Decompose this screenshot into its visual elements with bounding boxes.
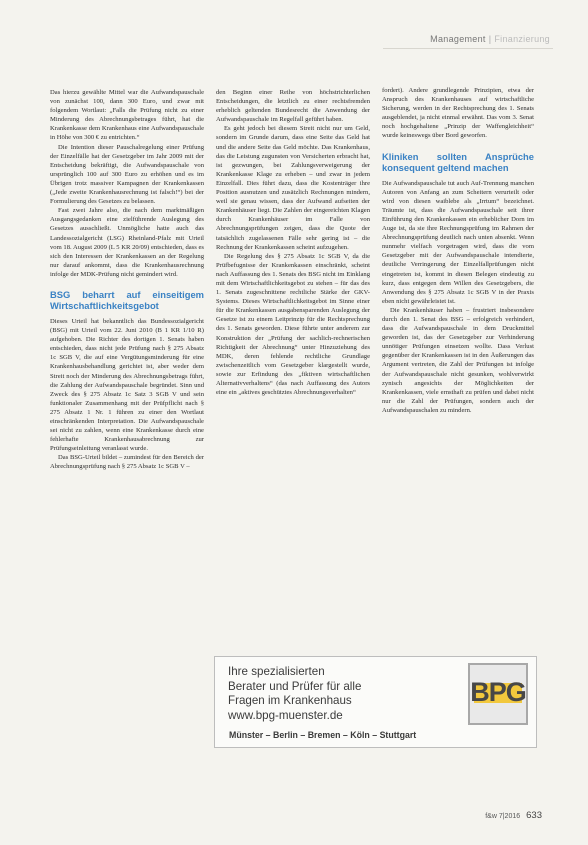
footer-issue: f&w 7|2016 (485, 813, 521, 820)
paragraph: Fast zwei Jahre also, die nach dem marktmäßigen Ausgangsgedanken eine zielführende Auslegung des Gesetzes ausschließt. Unmögliche hatte auch das Landessozialgericht (LSG) Rheinland-Pfalz mit Urteil vom 18. August 2009 (L 5 KR 20/09) entschieden, dass es sich den Interessen der Krankenkassen an der Regelung nur darauf ankommt, dass die Krankenhausrechnung infolge der MDK-Prüfung nicht gemindert wird. (50, 207, 204, 278)
column-2 (216, 88, 370, 397)
page-footer (485, 810, 542, 821)
paragraph: Das BSG-Urteil bildet – zumindest für den Bereich der Abrechnungsprüfung nach § 275 Absatz 1c SGB V – (50, 454, 204, 471)
paragraph: Es geht jedoch bei diesem Streit nicht nur um Geld, sondern im Grunde darum, dass eine Seite das Geld hat und die andere Seite das Geld möchte. Das Krankenhaus, das die Leistung zugunsten von Versicherten erbracht hat, ist gezwungen, bei Zahlungsverweigerung der Krankenkasse Klage zu erheben – und zwar in jedem Einzelfall. Dies führt dazu, dass die Kostenträger ihre Position ausnutzen und zusätzlich Rechnungen mindern, weil sie genau wissen, dass der Aufwand aufseiten der Krankenhäuser liegt. Die Zahlen der eingereichten Klagen durch Krankenhäuser im Falle von Abrechnungsprüfungen zeigen, dass die Quote der tatsächlich zugelassenen Fälle sehr gering ist – die Rechnung der Krankenkassen scheint aufzugehen. (216, 125, 370, 251)
advertisement-box[interactable] (214, 656, 537, 748)
paragraph: Das hierzu gewählte Mittel war die Aufwandspauschale von zunächst 100, dann 300 Euro, und zwar mit folgendem Wortlaut: „Falls die Prüfung nicht zu einer Minderung des Abrechnungsbetrages führt, hat die Krankenkasse dem Krankenhaus eine Aufwandspauschale in Höhe von 300 € zu entrichten.“ (50, 89, 204, 142)
header-rule (383, 48, 553, 49)
section-heading: BSG beharrt auf einseitigem Wirtschaftlichkeitsgebot (50, 288, 204, 311)
ad-cities: Münster – Berlin – Bremen – Köln – Stuttgart (229, 730, 417, 740)
column-1 (50, 88, 204, 472)
section-heading: Kliniken sollten Ansprüche konsequent geltend machen (382, 150, 534, 173)
ad-text (228, 665, 361, 723)
header-section: Management (430, 34, 486, 44)
running-header: Management | Finanzierung (430, 34, 550, 44)
paragraph: Dieses Urteil hat bekanntlich das Bundessozialgericht (BSG) mit Urteil vom 22. Juni 2010 (B 1 KR 1/10 R) aufgehoben. Die Richter des dortigen 1. Senats haben entschieden, dass nicht jede Prüfung nach § 275 Absatz 1c SGB V, die auf eine Vergütungsminderung für eine Krankenhausbehandlung gerichtet ist, aber weder dem Streit noch der Minderung des Abrechnungsbetrags führt, die Zahlung der Aufwandspauschale begründet. Sinn und Zweck des § 275 Absatz 1c Satz 3 SGB V und sein funktionaler Zusammenhang mit der Prüfpflicht nach § 275 Absatz 1 Nr. 1 führen zu einer den Wortlaut einschränkenden Interpretation. Die Aufwandspauschale sei nicht zu zahlen, wenn eine Krankenkasse durch eine fehlerhafte Krankenhausabrechnung zur Prüfungseinleitung veranlasst wurde. (50, 317, 204, 453)
paragraph: Die Krankenhäuser haben – frustriert insbesondere durch den 1. Senat des BSG – erfolgreich verhindert, dass die Aufwandspauschale in dem Druckmittel geworden ist, das der Gesetzgeber zur Verhinderung unnötiger Prüfungen einsetzen wollte. Dass Verlust gegenüber der Krankenkassen ist in den Äußerungen das Argument vertreten, die Zahl der Prüfungen ist infolge der Aufwandspauschale nicht gesunken, wohlverwirkt zynisch angesichts der Möglichkeiten der Krankenkassen, viele ernsthaft zu prüfen und dabei nicht nur die Zahl der Prüfungen, sondern auch der Aufwandspauschalen zu mindern. (382, 306, 534, 414)
ad-url[interactable]: www.bpg-muenster.de (228, 708, 343, 722)
bpg-logo (468, 663, 528, 725)
ad-line: Ihre spezialisierten (228, 665, 325, 678)
column-3 (382, 86, 534, 415)
paragraph: Die Aufwandspauschale tut auch Auf-Trennung manchen Autoren von Anfang an zum Scheitern verurteilt oder wird von diesen waiblebe als „Irrtum“ bezeichnet. Träumte ist, dass die Aufwandspauschale seit ihrer Einführung den Krankenkassen ein erheblicher Dorn im Auge ist, da sie ihre Rechnungsprüfung im Rahmen der Abrechnungsprüfung deutlich nach unten absenkt. Wenn nunmehr vielfach vorgetragen wird, dass die vom Gesetzgeber mit der Aufwandspauschale intendierte, deutliche Verringerung der Einzelfallprüfungen nicht eingetreten ist, kommt in diesen Belegen eindeutig zu kurz, dass entgegen dem Willen des Gesetzgebers, die Anwendung des § 275 Absatz 1c SGB V in der Praxis eben nicht gewährleistet ist. (382, 179, 534, 305)
paragraph: Die Regelung des § 275 Absatz 1c SGB V, da die Prüfbefugnisse der Krankenkassen einschränkt, scheint nach Auffassung des 1. Senats des BSG nicht im Einklang mit dem Wirtschaftlichkeitsgebot zu stehen – für das des 1. Senats zugeschnittene rechtliche Stärke der GKV-Systems. Dieses Wirtschaftlichkeitsgebot im Sinne einer für die Krankenkassen ausgabensparenden Auslegung der Gesetze ist zu einem Leitprinzip für die Rechtsprechung des 1. Senats geworden. Diese führte unter anderem zur Konstruktion der „Prüfung der sachlich-rechnerischen Richtigkeit der Abrechnung“ unter Hinzuziehung des MDK, deren fehlende rechtliche Grundlage zwischenzeitlich vom Gesetzgeber klargestellt wurde, sowie zur Erfindung des „fiktiven wirtschaftlichen Alternativverhaltens“ (das nach Auffassung des Autors eine ein „aktives geschütztes Abrechnungsverhalten“ (216, 252, 370, 397)
logo-letters: BPG (470, 677, 526, 707)
paragraph: den Beginn einer Reihe von höchstrichterlichen Entscheidungen, die letztlich zu einer rechtsfremden erheblich geltenden Bundesrecht die Anwendung der Aufwandspauschale im Regelfall geführt haben. (216, 89, 370, 124)
page-number: 633 (526, 810, 542, 821)
ad-line: Berater und Prüfer für alle (228, 679, 362, 693)
header-subsection: Finanzierung (494, 34, 550, 44)
paragraph: fordert). Andere grundlegende Prinzipien, etwa der Anspruch des Krankenhauses auf wirtschaftliche Sicherung, werden in der Rechtsprechung des 1. Senats ausgeblendet, ja nicht einmal erwähnt. Das vom 3. Senat noch hochgehaltene „Prinzip der Waffengleichheit“ wurde keineswegs über Bord geworfen. (382, 87, 534, 140)
paragraph: Die Intention dieser Pauschalregelung einer Prüfung der Einzelfälle hat der Gesetzgeber im Jahr 2009 mit der Entscheidung bekräftigt, die Aufwandspauschale von ursprünglich 100 auf 300 Euro zu erhöhen und es im Übrigen trotz massiver Kampagnen der Krankenkassen („Jede zweite Krankenhausrechnung ist falsch!“) bei der Formulierung des Gesetzes zu belassen. (50, 143, 204, 206)
ad-line: Fragen im Krankenhaus (228, 694, 352, 708)
